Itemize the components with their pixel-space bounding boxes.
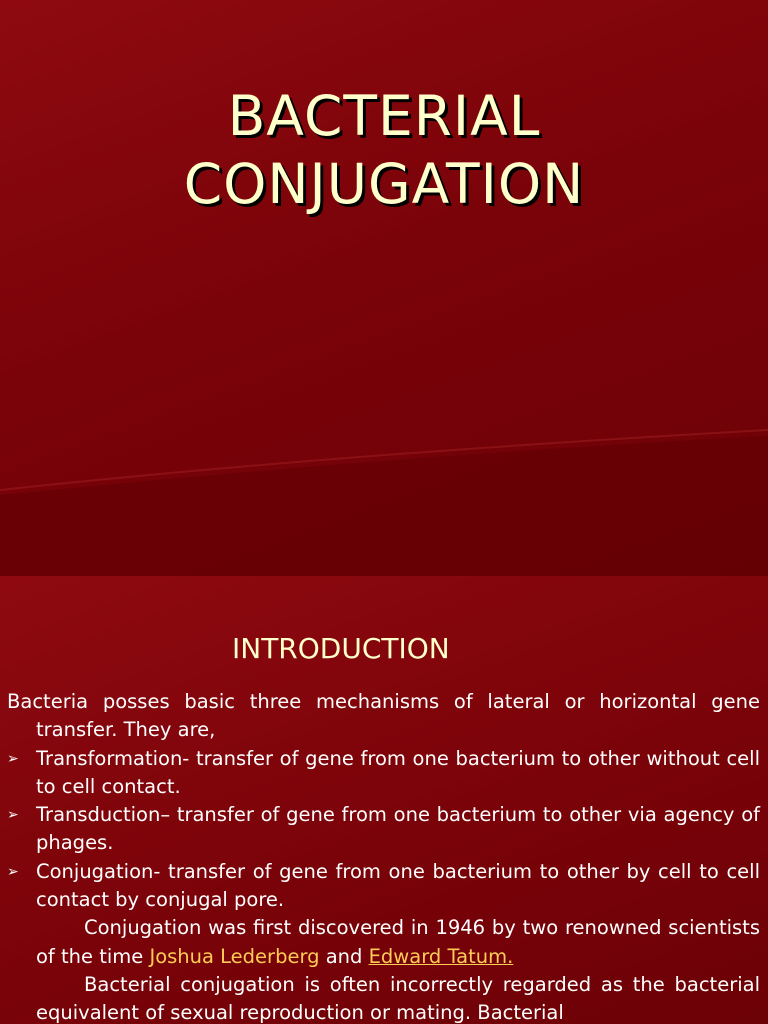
discovery-text: Conjugation was first discovered in 1946 by two renowned scientists of the time: [36, 916, 760, 968]
introduction-title: INTRODUCTION: [232, 632, 450, 665]
mating-paragraph: Bacterial conjugation is often incorrectly regarded as the bacterial equivalent of sexual reproduction or mating. Bacterial: [36, 972, 760, 1024]
bullet-text: Conjugation- transfer of gene from one bacterium to other by cell to cell contact by conjugal pore.: [36, 859, 760, 912]
period-text: .: [507, 944, 514, 968]
slide-title: [0, 82, 768, 218]
bullet-transformation: [7, 745, 760, 802]
slide-body: [7, 688, 760, 1024]
lederberg-name: Joshua Lederberg: [149, 944, 320, 968]
title-line-1: BACTERIAL: [227, 84, 541, 148]
bullet-arrow-icon: ➢: [7, 750, 19, 767]
and-text: and: [325, 944, 363, 968]
intro-paragraph: Bacteria posses basic three mechanisms of lateral or horizontal gene transfer. They are,: [7, 690, 760, 742]
introduction-slide: [0, 576, 768, 1024]
bullet-text: Transduction– transfer of gene from one bacterium to other via agency of phages.: [36, 803, 760, 855]
bullet-arrow-icon: ➢: [7, 807, 19, 824]
bullet-transduction: [7, 801, 760, 858]
bullet-text: Transformation- transfer of gene from one bacterium to other without cell to cell contact.: [36, 746, 760, 798]
discovery-paragraph: [7, 914, 760, 971]
bullet-arrow-icon: ➢: [7, 863, 19, 880]
bullet-conjugation: [7, 858, 760, 915]
tatum-link[interactable]: Edward Tatum: [368, 944, 508, 968]
title-line-2: CONJUGATION: [183, 152, 585, 216]
